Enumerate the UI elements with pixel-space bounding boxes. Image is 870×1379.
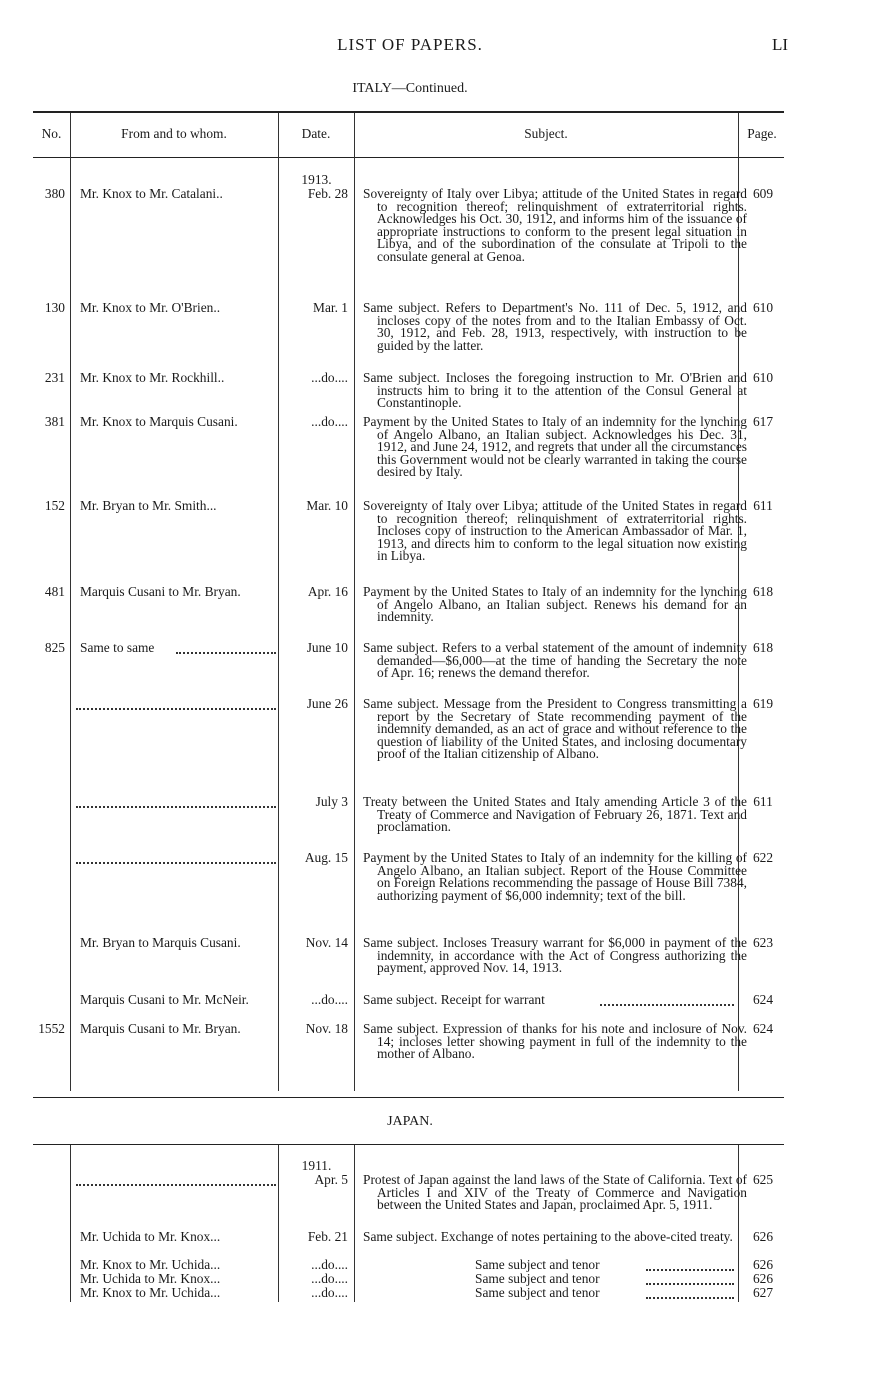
row-number: 1552 xyxy=(38,1021,65,1036)
row-from: Mr. Knox to Mr. Rockhill.. xyxy=(80,370,225,385)
section-heading-italy: ITALY—Continued. xyxy=(352,81,468,96)
row-from: Marquis Cusani to Mr. McNeir. xyxy=(80,992,249,1007)
header-date: Date. xyxy=(301,126,331,141)
leader-dots xyxy=(600,1004,734,1006)
row-subject: Sovereignty of Italy over Libya; attitude of the United States in regard to recognition thereof; relinquishment of extraterritorial rights. Incloses copy of instruction to the American Ambassador of Mar. 1, 1913, and directs him to conform to the legal situation now existing in Libya. xyxy=(363,498,747,564)
column-rule xyxy=(354,1145,355,1302)
table-bottom-rule xyxy=(33,1097,784,1098)
row-page: 627 xyxy=(752,1285,774,1300)
page-number: LI xyxy=(771,35,788,54)
row-page: 610 xyxy=(752,370,774,385)
column-rule xyxy=(70,113,71,1091)
header-no: No. xyxy=(41,126,62,141)
row-subject: Same subject. Refers to a verbal statement of the amount of indemnity demanded—$6,000—at the time of handing the Secretary the note of Apr. 16; renews the demand therefor. xyxy=(363,640,747,681)
running-title: LIST OF PAPERS. xyxy=(337,35,483,54)
leader-dots xyxy=(646,1269,734,1271)
row-date: Feb. 28 xyxy=(307,186,348,201)
row-date: Aug. 15 xyxy=(304,850,348,865)
row-subject: Sovereignty of Italy over Libya; attitude of the United States in regard to recognition thereof; relinquishment of extraterritorial rights. Acknowledges his Oct. 30, 1912, and informs him of the issuance of appropriate instructions to conform to the present legal situation in Libya, and of the subordination of the consulate at Tripoli to the consulate general at Genoa. xyxy=(363,186,747,264)
row-page: 617 xyxy=(752,414,774,429)
row-subject: Same subject. Message from the President to Congress transmitting a report by the Secretary of State recommending payment of the indemnity demanded, as an act of grace and without reference to the question of liability of the United States, and inclosing documentary proof of the Italian citizenship of Albano. xyxy=(363,696,747,762)
row-from: Mr. Knox to Mr. O'Brien.. xyxy=(80,300,221,315)
leader-dots xyxy=(76,862,276,864)
row-number: 231 xyxy=(44,370,65,385)
header-subject: Subject. xyxy=(524,126,568,141)
row-subject: Same subject. Expression of thanks for his note and inclosure of Nov. 14; incloses letter showing payment in full of the indemnity to the mother of Albano. xyxy=(363,1021,747,1062)
row-date: Apr. 16 xyxy=(307,584,348,599)
row-number: 825 xyxy=(44,640,65,655)
column-rule xyxy=(278,113,279,1091)
row-date: Nov. 14 xyxy=(305,935,348,950)
row-subject: Same subject. Receipt for warrant xyxy=(363,992,545,1007)
row-page: 618 xyxy=(752,584,774,599)
row-date: ...do.... xyxy=(311,370,348,385)
row-subject: Same subject and tenor xyxy=(475,1271,600,1286)
row-from: Marquis Cusani to Mr. Bryan. xyxy=(80,584,241,599)
row-from: Mr. Uchida to Mr. Knox... xyxy=(80,1271,221,1286)
row-date: July 3 xyxy=(315,794,348,809)
row-page: 618 xyxy=(752,640,774,655)
header-bottom-rule xyxy=(33,157,784,158)
row-date: Nov. 18 xyxy=(305,1021,348,1036)
row-from: Mr. Knox to Mr. Catalani.. xyxy=(80,186,223,201)
row-page: 626 xyxy=(752,1257,774,1272)
row-page: 611 xyxy=(753,498,773,513)
row-date: ...do.... xyxy=(311,1285,348,1300)
row-number: 130 xyxy=(44,300,65,315)
column-rule xyxy=(354,113,355,1091)
row-date: June 26 xyxy=(306,696,348,711)
row-from: Mr. Knox to Mr. Uchida... xyxy=(80,1285,221,1300)
row-number: 152 xyxy=(44,498,65,513)
row-from: Mr. Uchida to Mr. Knox... xyxy=(80,1229,221,1244)
row-subject: Same subject. Incloses Treasury warrant for $6,000 in payment of the indemnity, in accordance with the Act of Congress authorizing the payment, approved Nov. 14, 1913. xyxy=(363,935,747,976)
row-subject: Protest of Japan against the land laws of the State of California. Text of Articles I and XIV of the Treaty of Commerce and Navigation between the United States and Japan, proclaimed Apr. 5, 1911. xyxy=(363,1172,747,1213)
row-page: 622 xyxy=(752,850,774,865)
row-subject: Same subject and tenor xyxy=(475,1285,600,1300)
row-from: Marquis Cusani to Mr. Bryan. xyxy=(80,1021,241,1036)
header-page: Page. xyxy=(747,126,777,141)
header-from: From and to whom. xyxy=(121,126,227,141)
row-date: Mar. 1 xyxy=(313,300,348,315)
row-date: June 10 xyxy=(306,640,348,655)
row-page: 626 xyxy=(752,1271,774,1286)
row-subject: Same subject. Exchange of notes pertaining to the above-cited treaty. xyxy=(363,1229,733,1244)
row-subject: Same subject. Refers to Department's No. 111 of Dec. 5, 1912, and incloses copy of the notes from and to the Italian Embassy of Oct. 30, 1912, and Feb. 28, 1913, respectively, with instruction to be guided by the latter. xyxy=(363,300,747,353)
year-label: 1911. xyxy=(301,1158,332,1173)
row-page: 624 xyxy=(752,1021,774,1036)
row-from: Mr. Bryan to Marquis Cusani. xyxy=(80,935,241,950)
row-from: Mr. Knox to Mr. Uchida... xyxy=(80,1257,221,1272)
leader-dots xyxy=(646,1283,734,1285)
japan-top-rule xyxy=(33,1144,784,1145)
row-subject: Same subject and tenor xyxy=(475,1257,600,1272)
column-rule xyxy=(278,1145,279,1302)
row-date: Apr. 5 xyxy=(314,1172,348,1187)
row-subject: Payment by the United States to Italy of an indemnity for the lynching of Angelo Albano, an Italian subject. Acknowledges his Dec. 31, 1912, and June 24, 1912, and regrets that under all the circumstances this Government would not be clearly warranted in taking the course desired by Italy. xyxy=(363,414,747,480)
row-page: 611 xyxy=(753,794,773,809)
row-number: 380 xyxy=(44,186,65,201)
table-top-rule xyxy=(33,111,784,113)
row-page: 609 xyxy=(752,186,774,201)
row-page: 623 xyxy=(752,935,774,950)
leader-dots xyxy=(76,708,276,710)
row-page: 625 xyxy=(752,1172,774,1187)
section-heading-japan: JAPAN. xyxy=(387,1114,433,1129)
row-date: ...do.... xyxy=(311,992,348,1007)
row-date: Mar. 10 xyxy=(306,498,348,513)
row-page: 619 xyxy=(752,696,774,711)
leader-dots xyxy=(76,806,276,808)
row-date: ...do.... xyxy=(311,1257,348,1272)
row-page: 610 xyxy=(752,300,774,315)
row-page: 624 xyxy=(752,992,774,1007)
row-date: ...do.... xyxy=(311,414,348,429)
leader-dots xyxy=(646,1297,734,1299)
row-from: Same to same xyxy=(80,640,155,655)
leader-dots xyxy=(176,652,276,654)
year-label: 1913. xyxy=(301,172,332,187)
row-subject: Payment by the United States to Italy of an indemnity for the lynching of Angelo Albano, an Italian subject. Renews his demand for an indemnity. xyxy=(363,584,747,625)
row-subject: Treaty between the United States and Italy amending Article 3 of the Treaty of Commerce and Navigation of February 26, 1871. Text and proclamation. xyxy=(363,794,747,835)
row-number: 481 xyxy=(44,584,65,599)
column-rule xyxy=(738,1145,739,1302)
row-subject: Payment by the United States to Italy of an indemnity for the killing of Angelo Albano, an Italian subject. Report of the House Committee on Foreign Relations recommending the passage of House Bill 7384, authorizing payment of $6,000 indemnity; text of the bill. xyxy=(363,850,747,903)
row-date: Feb. 21 xyxy=(307,1229,348,1244)
leader-dots xyxy=(76,1184,276,1186)
table-row xyxy=(285,174,348,187)
column-rule xyxy=(70,1145,71,1302)
row-from: Mr. Bryan to Mr. Smith... xyxy=(80,498,217,513)
row-date: ...do.... xyxy=(311,1271,348,1286)
row-subject: Same subject. Incloses the foregoing instruction to Mr. O'Brien and instructs him to bring it to the attention of the Consul General at Constantinople. xyxy=(363,370,747,411)
row-page: 626 xyxy=(752,1229,774,1244)
row-number: 381 xyxy=(44,414,65,429)
row-from: Mr. Knox to Marquis Cusani. xyxy=(80,414,238,429)
